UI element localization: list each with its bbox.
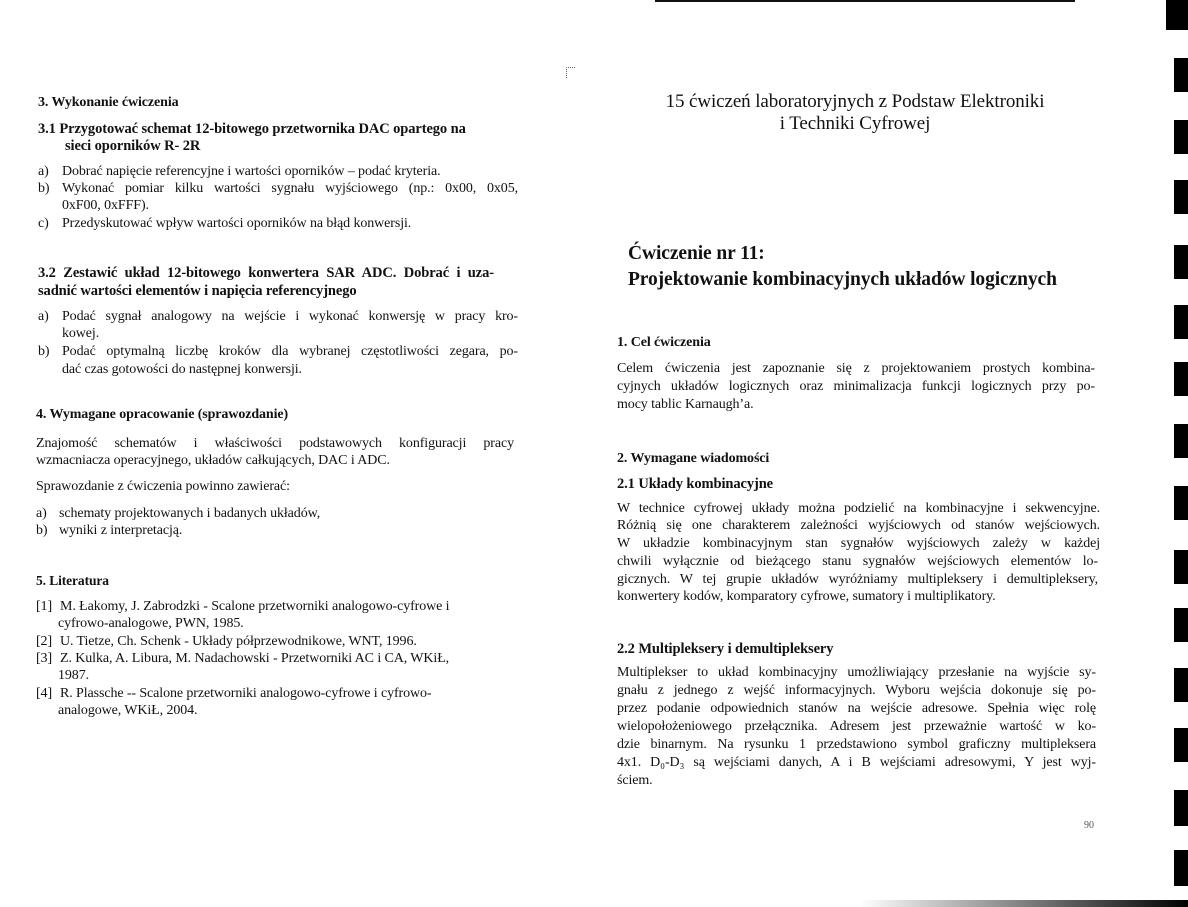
section-4-heading: 4. Wymagane opracowanie (sprawozdanie) [36,407,289,422]
list-item-text: Podać optymalną liczbę kroków dla wybranej częstotliwości zegara, po- [62,344,518,359]
section-3-1-heading-line2: sieci oporników R- 2R [65,138,201,154]
list-item-text-cont: dać czas gotowości do następnej konwersji. [62,362,302,377]
section-3-2-heading-line1: 3.2 Zestawić układ 12-bitowego konwertera SAR ADC. Dobrać i uza- [38,265,494,281]
list-item-text: wyniki z interpretacją. [59,523,183,538]
list-item-text: Wykonać pomiar kilku wartości sygnału wyjściowego (np.: 0x00, 0x05, [62,181,518,196]
scan-bottom-shadow [860,900,1188,907]
section-3-2-heading-line2: sadnić wartości elementów i napięcia referencyjnego [38,283,357,299]
running-header-line2: i Techniki Cyfrowej [779,113,931,134]
list-item-label: b) [36,523,48,538]
exercise-title: Projektowanie kombinacyjnych układów logicznych [628,269,1057,290]
list-item-label: a) [36,506,47,521]
reference-text-cont: cyfrowo-analogowe, PWN, 1985. [58,616,244,631]
list-item-text: Przedyskutować wpływ wartości oporników na błąd konwersji. [62,216,412,231]
list-item-text: schematy projektowanych i badanych układów, [59,506,321,521]
section-4-paragraph-line2: wzmacniacza operacyjnego, układów całkujących, DAC i ADC. [36,453,390,468]
list-item-text: Dobrać napięcie referencyjne i wartości oporników – podać kryteria. [62,164,441,179]
list-item-label: b) [38,344,50,359]
scan-top-edge-line [655,0,1075,2]
list-item-text: Podać sygnał analogowy na wejście i wykonać konwersję w pracy kro- [62,309,518,324]
section-1-heading: 1. Cel ćwiczenia [617,335,711,350]
section-4-paragraph-line1: Znajomość schematów i właściwości podstawowych konfiguracji pracy [36,436,514,451]
list-item-text-cont: kowej. [62,326,100,341]
reference-text-cont: 1987. [58,668,90,683]
section-2-2-heading: 2.2 Multipleksery i demultipleksery [617,641,834,657]
list-item-text-cont: 0xF00, 0xFFF). [62,198,149,213]
section-4-intro: Sprawozdanie z ćwiczenia powinno zawierać: [36,479,290,494]
reference-label: [1] [36,599,53,614]
reference-text: U. Tietze, Ch. Schenk - Układy półprzewodnikowe, WNT, 1996. [60,634,417,649]
list-item-label: a) [38,309,49,324]
reference-label: [2] [36,634,53,649]
reference-label: [4] [36,686,53,701]
section-2-heading: 2. Wymagane wiadomości [617,451,770,466]
section-3-1-heading-line1: 3.1 Przygotować schemat 12-bitowego przetwornika DAC opartego na [38,121,466,137]
reference-label: [3] [36,651,53,666]
list-item-label: c) [38,216,49,231]
list-item-label: a) [38,164,49,179]
page-number: 90 [1084,820,1094,831]
list-item-label: b) [38,181,50,196]
section-3-heading: 3. Wykonanie ćwiczenia [38,95,179,110]
section-2-1-heading: 2.1 Układy kombinacyjne [617,476,774,492]
section-5-heading: 5. Literatura [36,573,109,588]
scan-corner-mark [566,67,575,78]
exercise-number: Ćwiczenie nr 11: [628,243,765,264]
right-page: 15 ćwiczeń laboratoryjnych z Podstaw Elektroniki i Techniki Cyfrowej Ćwiczenie nr 11: Projektowanie kombinacyjnych układów logicznych 1. Cel ćwiczenia Celem ćwiczenia jest zapoznanie się z projektowaniem prostych kombina- cyjnych układów logicznych oraz minimalizacja funkcji logicznych przy po- mocy tablic Karnaugh’a. 2. Wymagane wiadomości 2.1 Układy kombinacyjne W technice cyfrowej układy można podzielić na kombinacyjne i sekwencyjne. Różnią się one charakterem zależności wyjściowych od stanów wejściowych. W układzie kombinacyjnym stan sygnałów wyjściowych zależy w każdej chwili wyłącznie od bieżącego stanu sygnałów wejściowych elementów lo- gicznych. W tej grupie układów wyróżniamy multipleksery i demultipleksery, konwertery kodów, komparatory cyfrowe, sumatory i multiplikatory. 2.2 Multipleksery i demultipleksery Multiplekser to układ kombinacyjny umożliwiający przesłanie na wyjście sy- gnału z jednego z wejść informacyjnych. Wyboru wejścia dokonuje się po- przez podanie odpowiednich stanów na wejście adresowe. Spełnia więc rolę wielopołożeniowego przełącznika. Adresem jest przeważnie wartość w ko- dzie binarnym. Na rysunku 1 przedstawiono symbol graficzny multipleksera 4x1. D₀-D₃ są wejściami danych, A i B wejściami adresowymi, Y jest wyj- ściem. 90 [617,91,1100,831]
reference-text: M. Łakomy, J. Zabrodzki - Scalone przetworniki analogowo-cyfrowe i [60,599,450,614]
reference-text: R. Plassche -- Scalone przetworniki analogowo-cyfrowe i cyfrowo- [60,686,432,701]
running-header-line1: 15 ćwiczeń laboratoryjnych z Podstaw Elektroniki [665,91,1045,112]
reference-text: Z. Kulka, A. Libura, M. Nadachowski - Przetworniki AC i CA, WKiŁ, [60,651,450,666]
left-page [0,0,560,907]
reference-text-cont: analogowe, WKiŁ, 2004. [58,703,198,718]
